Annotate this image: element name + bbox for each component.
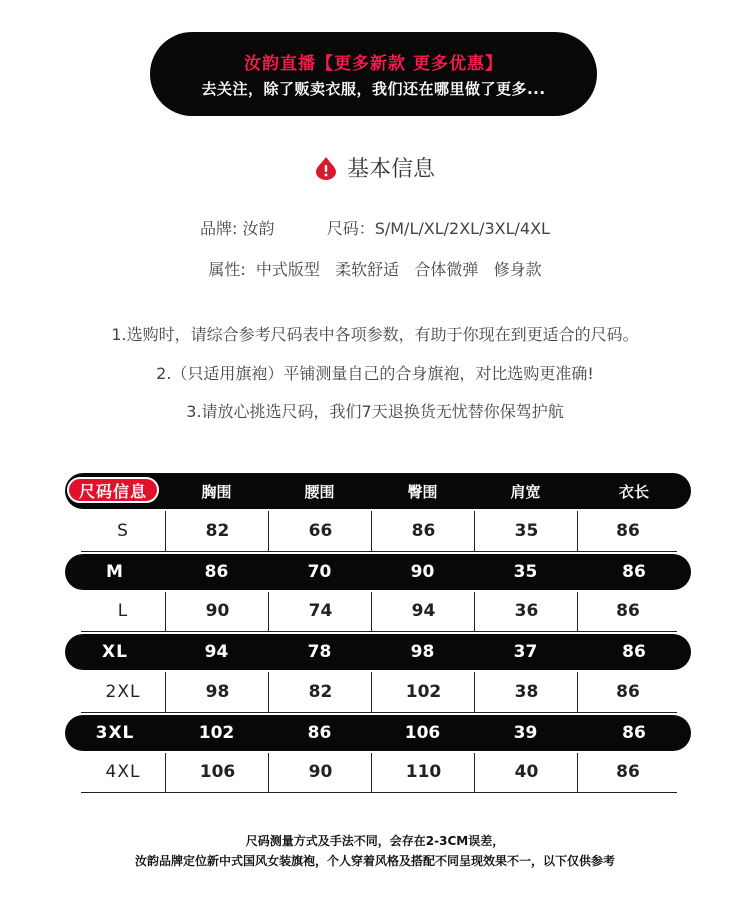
row-value-cell: 94 — [371, 592, 475, 632]
row-value-cell: 36 — [474, 592, 578, 632]
row-value-cell: 82 — [268, 672, 372, 712]
row-value-cell: 106 — [165, 753, 269, 793]
row-value-cell: 102 — [371, 672, 475, 712]
row-value-cell: 90 — [268, 753, 372, 793]
note-1: 1.选购时，请综合参考尺码表中各项参数，有助于你现在到更适合的尺码。 — [111, 325, 639, 344]
row-value-cell: 86 — [622, 561, 646, 582]
row-value-cell: 90 — [165, 592, 269, 632]
brand-size-line — [0, 216, 750, 239]
row-value-cell: 86 — [204, 561, 229, 582]
table-row — [65, 554, 691, 590]
table-row — [65, 715, 691, 751]
row-value-cell: 66 — [268, 511, 372, 551]
row-value-cell: 86 — [577, 753, 678, 793]
note-3: 3.请放心挑选尺码，我们7天退换货无忧替你保驾护航 — [186, 402, 564, 421]
row-value-cell: 82 — [165, 511, 269, 551]
row-value-cell: 35 — [474, 511, 578, 551]
size-table — [65, 471, 691, 793]
row-value-cell: 102 — [198, 722, 235, 743]
row-value-cell: 106 — [404, 722, 441, 743]
column-header-waist: 腰围 — [304, 482, 335, 501]
footer-line-2: 汝韵品牌定位新中式国风女装旗袍，个人穿着风格及搭配不同呈现效果不一，以下仅供参考 — [134, 854, 615, 868]
table-row — [81, 672, 677, 713]
warning-drop-icon — [315, 156, 337, 180]
section-header — [0, 152, 750, 186]
row-value-cell: 110 — [371, 753, 475, 793]
row-size-label: 3XL — [95, 722, 135, 743]
note-2: 2.（只适用旗袍）平铺测量自己的合身旗袍，对比选购更准确! — [156, 364, 594, 383]
row-size-label: 2XL — [105, 681, 141, 702]
table-row — [81, 753, 677, 794]
row-value-cell: 70 — [307, 561, 332, 582]
attribute-info: 属性: 中式版型 柔软舒适 合体微弹 修身款 — [208, 260, 542, 279]
row-value-cell: 90 — [410, 561, 435, 582]
row-size-label: M — [106, 561, 124, 582]
row-value-cell: 86 — [577, 592, 678, 632]
table-header — [65, 473, 691, 509]
row-size-label: L — [117, 601, 129, 622]
column-header-bust: 胸围 — [201, 482, 232, 501]
table-row — [65, 634, 691, 670]
live-banner[interactable] — [150, 32, 597, 116]
row-size-label: XL — [102, 642, 128, 662]
row-value-cell: 74 — [268, 592, 372, 632]
banner-title: 汝韵直播【更多新款 更多优惠】 — [244, 54, 503, 74]
banner-subtitle: 去关注，除了贩卖衣服，我们还在哪里做了更多... — [201, 80, 546, 98]
column-header-shoulder: 肩宽 — [510, 482, 541, 501]
row-size-label: 4XL — [105, 762, 141, 783]
table-row — [81, 592, 677, 633]
row-value-cell: 86 — [577, 511, 678, 551]
row-value-cell: 86 — [307, 722, 332, 743]
row-value-cell: 86 — [371, 511, 475, 551]
row-value-cell: 86 — [622, 642, 646, 662]
brand-info: 品牌: 汝韵 — [200, 219, 275, 238]
row-size-label: S — [117, 520, 129, 541]
row-value-cell: 86 — [577, 672, 678, 712]
row-value-cell: 86 — [622, 722, 646, 743]
table-row — [81, 511, 677, 552]
row-value-cell: 94 — [204, 642, 229, 662]
row-value-cell: 98 — [410, 642, 435, 662]
size-info-badge: 尺码信息 — [67, 477, 159, 503]
row-value-cell: 38 — [474, 672, 578, 712]
row-value-cell: 78 — [307, 642, 332, 662]
row-value-cell: 35 — [513, 561, 538, 582]
column-header-length: 衣长 — [618, 482, 649, 501]
row-value-cell: 39 — [513, 722, 538, 743]
attribute-line — [0, 257, 750, 280]
row-value-cell: 98 — [165, 672, 269, 712]
column-header-hip: 臀围 — [407, 482, 438, 501]
size-info: 尺码：S/M/L/XL/2XL/3XL/4XL — [326, 219, 550, 238]
footer-line-1: 尺码测量方式及手法不同，会存在2-3CM误差， — [245, 834, 505, 848]
row-value-cell: 37 — [513, 642, 538, 662]
section-title: 基本信息 — [346, 157, 435, 182]
row-value-cell: 40 — [474, 753, 578, 793]
